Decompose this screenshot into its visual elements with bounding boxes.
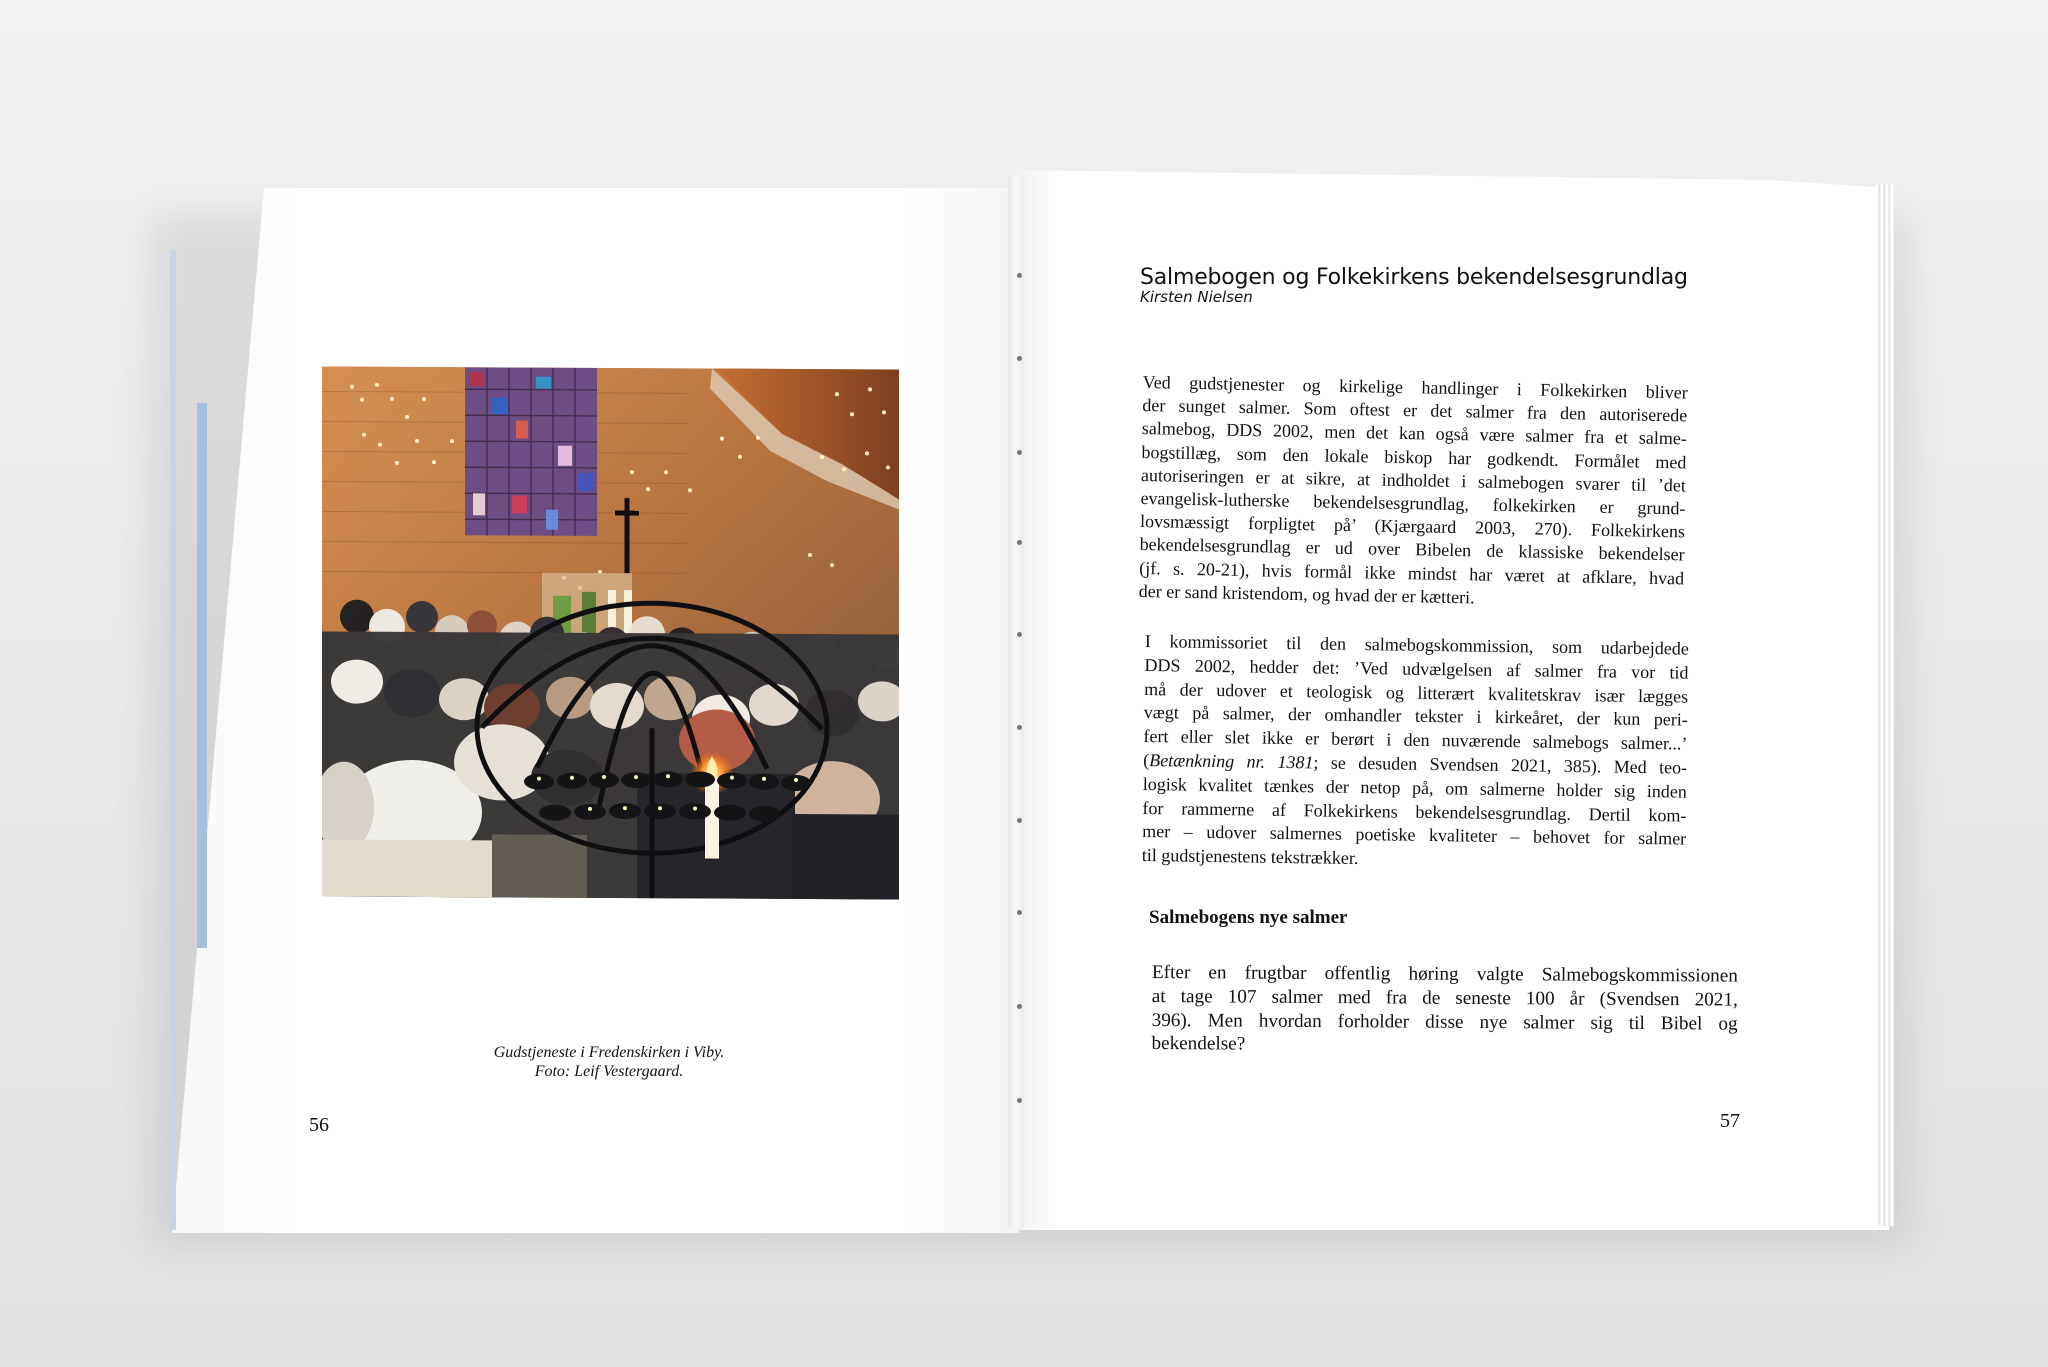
paragraph-3-line-4: bekendelse? (1151, 1033, 1246, 1055)
paragraph-2-line-1: I kommissoriet til den salmebogskommission, som udarbejdede (1144, 630, 1689, 659)
paragraph-3-line-1: Efter en frugtbar offentlig høring valgte Salmebogskommissionen (1151, 962, 1738, 987)
citation-continuation: ; se desuden Svendsen 2021, 385). Med teo- (1313, 752, 1688, 778)
book-spine (1008, 176, 1024, 1228)
spine-stitch-5 (1017, 632, 1022, 637)
paragraph-2-line-3: må der udover et teologisk og litterært kvalitetskrav især lægges (1144, 678, 1689, 707)
paragraph-3-line-2: at tage 107 salmer med fra de seneste 100 år (Svendsen 2021, (1151, 985, 1738, 1011)
paragraph-1-line-3: salmebog, DDS 2002, men det kan også være salmer fra et salme- (1141, 418, 1687, 449)
paragraph-1-line-1: Ved gudstjenester og kirkelige handlinger i Folkekirken bliver (1142, 371, 1688, 403)
section-heading: Salmebogens nye salmer (1149, 907, 1348, 928)
left-page-edge (170, 250, 176, 1230)
spine-stitch-4 (1017, 540, 1022, 545)
citation-title: Betænkning nr. 1381 (1149, 750, 1314, 773)
photo-caption-line-1: Gudstjeneste i Fredenskirken i Viby. (493, 1044, 725, 1061)
spine-stitch-1 (1017, 273, 1022, 278)
paragraph-2-line-10: til gudstjenestens tekstrækker. (1141, 845, 1359, 869)
paragraph-2-line-8: for rammerne af Folkekirkens bekendelsesgrundlag. Dertil kom- (1142, 797, 1687, 826)
paragraph-2-line-5: fert eller slet ikke er berørt i den nuværende salmebogs salmer...’ (1143, 726, 1688, 754)
paragraph-2-line-7: logisk kvalitet tænkes der netop på, om salmerne holder sig inden (1142, 773, 1687, 802)
paragraph-2-line-4: vægt på salmer, der omhandler tekster i kirkeåret, der kun peri- (1143, 702, 1688, 730)
chapter-author: Kirsten Nielsen (1140, 288, 1253, 306)
chapter-title: Salmebogen og Folkekirkens bekendelsesgrundlag (1140, 265, 1688, 290)
paragraph-2-line-6: (Betænkning nr. 1381; se desuden Svendsen 2021, 385). Med teo- (1143, 749, 1688, 778)
body-paragraph-2 (1142, 630, 1689, 876)
left-blue-cover-edge (197, 403, 207, 948)
paragraph-1-line-7: lovsmæssigt forpligtet på’ (Kjærgaard 2003, 270). Folkekirkens (1139, 511, 1686, 542)
paragraph-2-line-9: mer – udover salmernes poetiske kvaliteter – behovet for salmer (1142, 821, 1687, 849)
body-paragraph-3 (1151, 961, 1738, 1060)
paragraph-1-line-6: evangelisk-lutherske bekendelsesgrundlag, folkekirken er grund- (1140, 487, 1686, 519)
paragraph-1-line-5: autoriseringen er at sikre, at indholdet i salmebogen svarer til ’det (1140, 464, 1687, 496)
spine-stitch-3 (1017, 450, 1022, 455)
paragraph-1-line-2: der sunget salmer. Som oftest er det salmer fra den autoriserede (1142, 395, 1688, 426)
right-page-stack-edge (1876, 184, 1894, 1226)
paragraph-1-line-10: der er sand kristendom, og hvad der er kætteri. (1138, 580, 1475, 608)
body-paragraph-1 (1139, 371, 1688, 613)
spine-stitch-2 (1017, 356, 1022, 361)
church-service-photo (322, 366, 899, 899)
photo-caption-line-2: Foto: Leif Vestergaard. (534, 1063, 684, 1080)
photo-caption (372, 1043, 846, 1081)
spine-stitch-6 (1017, 725, 1022, 730)
paragraph-3-line-3: 396). Men hvordan forholder disse nye salmer sig til Bibel og (1151, 1009, 1738, 1035)
paragraph-1-line-9: (jf. s. 20-21), hvis formål ikke mindst har været at afklare, hvad (1139, 557, 1685, 589)
church-service-photo-illustration (322, 366, 899, 899)
paragraph-2-line-2: DDS 2002, hedder det: ’Ved udvælgelsen af salmer fra vor tid (1144, 654, 1689, 683)
spine-stitch-8 (1017, 910, 1022, 915)
paragraph-1-line-8: bekendelsesgrundlag er ud over Bibelen de klassiske bekendelser (1139, 534, 1685, 565)
left-page-number: 56 (309, 1114, 329, 1136)
right-page-number: 57 (1720, 1110, 1740, 1132)
spine-stitch-9 (1017, 1004, 1022, 1009)
spine-stitch-10 (1017, 1098, 1022, 1103)
paragraph-1-line-4: bogstillæg, som den lokale biskop har godkendt. Formålet med (1141, 441, 1687, 473)
spine-stitch-7 (1017, 818, 1022, 823)
